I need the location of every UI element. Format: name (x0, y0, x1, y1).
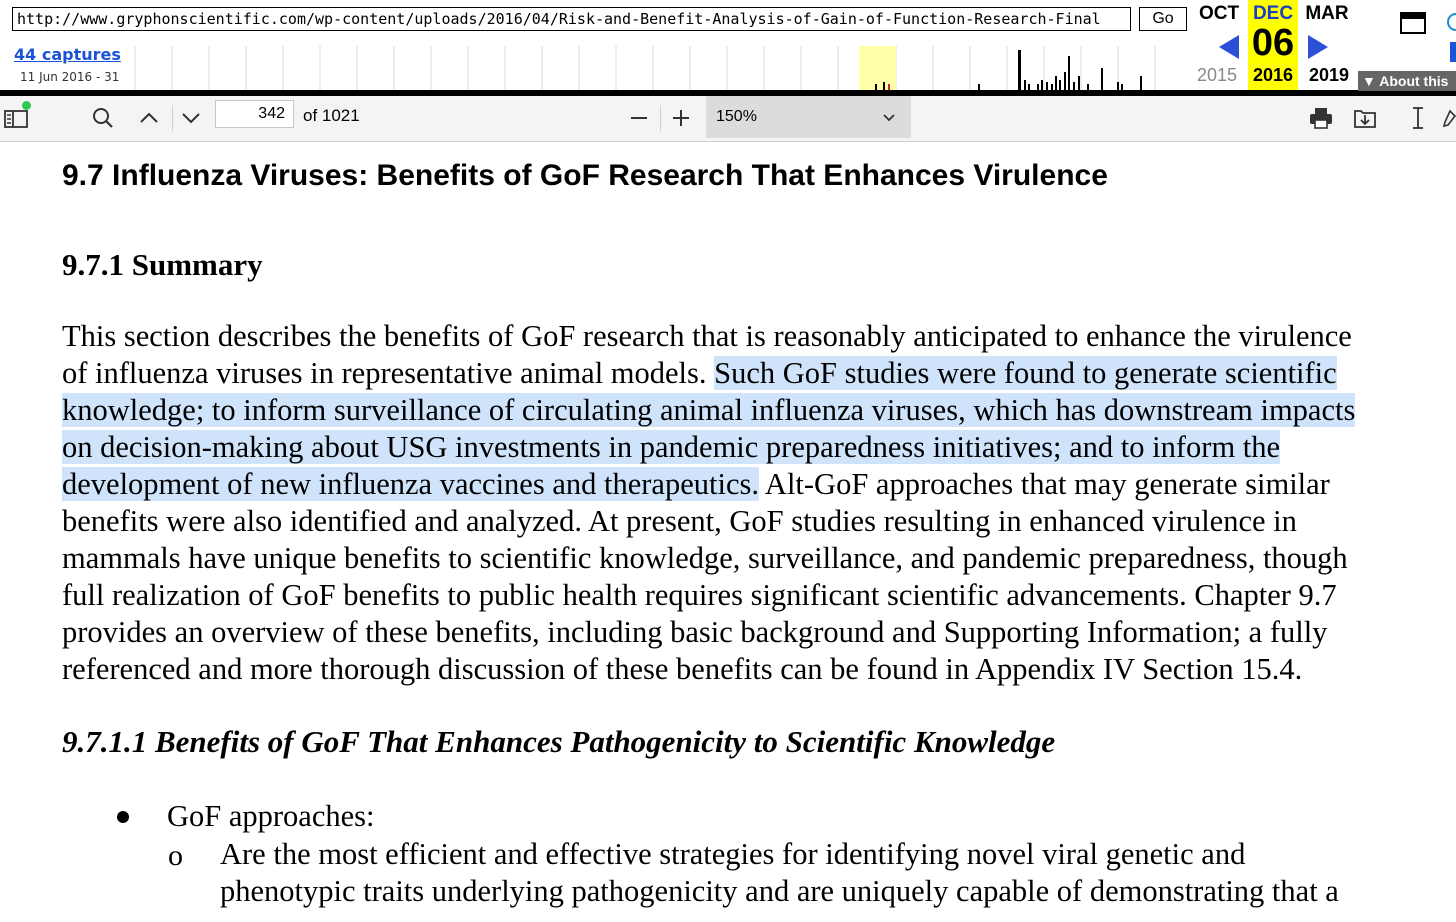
sub-bullet-icon: o (168, 839, 183, 872)
selected-text[interactable]: development of new influenza vaccines and therapeutics. (62, 467, 759, 501)
pdf-toolbar (0, 96, 1456, 142)
wayback-captures-range: 11 Jun 2016 - 31 (20, 70, 120, 84)
selected-text[interactable]: Such GoF studies were found to generate scientific (714, 356, 1337, 390)
zoom-value: 150% (716, 108, 757, 125)
bullet-item: GoF approaches: (167, 799, 375, 833)
wayback-capture-sparkline[interactable] (130, 46, 1190, 90)
wayback-current-month: DEC (1252, 3, 1294, 24)
paragraph-line: benefits were also identified and analyzed. At present, GoF studies resulting in enhanced virulence in (62, 504, 1297, 538)
wayback-current-year: 2016 (1252, 65, 1294, 85)
pdf-document-page[interactable] (0, 143, 1456, 922)
paragraph-line: referenced and more thorough discussion of these benefits can be found in Appendix IV Section 15.4. (62, 652, 1303, 686)
section-heading: 9.7.1 Summary (62, 247, 263, 282)
paragraph-text: of influenza viruses in representative animal models. (62, 356, 715, 390)
download-icon[interactable] (1350, 103, 1380, 133)
wayback-toolbar (0, 0, 1456, 96)
chevron-down-icon (881, 110, 897, 126)
toolbar-separator (660, 105, 661, 131)
wayback-about-dropdown[interactable]: ▼ About this (1358, 71, 1456, 91)
text-cursor-icon[interactable] (1403, 103, 1433, 133)
paragraph-text: Alt-GoF approaches that may generate similar (758, 467, 1330, 501)
paragraph-line: full realization of GoF benefits to public health requires significant scientific advancements. Chapter 9.7 (62, 578, 1337, 612)
print-icon[interactable] (1306, 103, 1336, 133)
toolbar-separator (172, 105, 173, 131)
paragraph-line: mammals have unique benefits to scientific knowledge, surveillance, and pandemic preparedness, though (62, 541, 1348, 575)
sub-bullet-item (220, 836, 1339, 910)
wayback-prev-month[interactable]: OCT (1198, 3, 1240, 24)
paragraph-line: This section describes the benefits of GoF research that is reasonably anticipated to enhance the virulence (62, 319, 1352, 353)
paragraph-line (62, 392, 1442, 429)
zoom-select[interactable] (706, 96, 911, 138)
zoom-out-icon[interactable] (624, 103, 654, 133)
page-title: 9.7 Influenza Viruses: Benefits of GoF Research That Enhances Virulence (62, 159, 1108, 192)
wayback-next-arrow-icon[interactable] (1308, 35, 1328, 59)
wayback-prev-year[interactable]: 2015 (1196, 65, 1238, 85)
search-icon[interactable] (88, 103, 118, 133)
summary-paragraph[interactable] (62, 318, 1442, 688)
chevron-up-icon[interactable] (134, 103, 164, 133)
annotate-icon[interactable] (1440, 103, 1456, 133)
wayback-current-day: 06 (1251, 22, 1295, 64)
selected-text[interactable]: knowledge; to inform surveillance of circulating animal influenza viruses, which has downstream impacts (62, 393, 1356, 427)
sub-bullet-line: phenotypic traits underlying pathogenicity and are uniquely capable of demonstrating that a (220, 874, 1339, 908)
chevron-down-icon[interactable] (176, 103, 206, 133)
zoom-in-icon[interactable] (666, 103, 696, 133)
sub-bullet-line: Are the most efficient and effective strategies for identifying novel viral genetic and (220, 837, 1246, 871)
wayback-url-input[interactable] (12, 7, 1131, 31)
notification-dot (22, 101, 31, 110)
page-total-label: of 1021 (303, 106, 360, 125)
window-icon[interactable] (1400, 12, 1426, 34)
subsection-heading: 9.7.1.1 Benefits of GoF That Enhances Pathogenicity to Scientific Knowledge (62, 724, 1056, 759)
wayback-captures-link[interactable]: 44 captures (14, 45, 121, 64)
wayback-go-button[interactable]: Go (1139, 7, 1187, 31)
bullet-icon (117, 811, 129, 823)
selected-text[interactable]: on decision-making about USG investments in pandemic preparedness initiatives; and to inform the (62, 430, 1281, 464)
wayback-help-icon[interactable] (1446, 12, 1456, 62)
wayback-next-year[interactable]: 2019 (1308, 65, 1350, 85)
paragraph-line (62, 429, 1442, 466)
paragraph-line (62, 355, 1442, 392)
paragraph-line (62, 466, 1442, 503)
paragraph-line: provides an overview of these benefits, including basic background and Supporting Information; a fully (62, 615, 1328, 649)
page-number-input[interactable] (215, 100, 294, 128)
wayback-next-month[interactable]: MAR (1305, 3, 1349, 24)
